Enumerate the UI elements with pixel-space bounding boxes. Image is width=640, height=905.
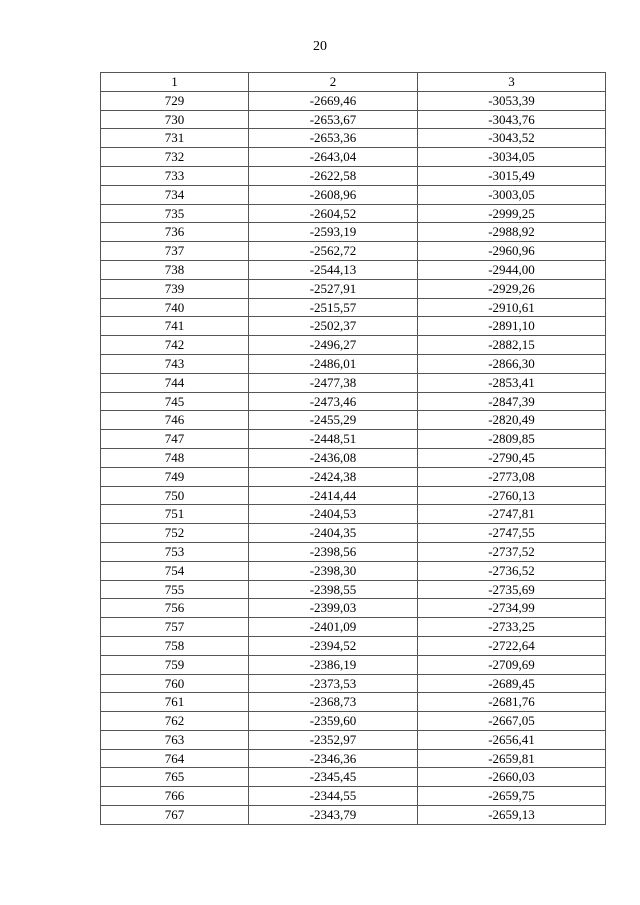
- table-cell: 744: [101, 373, 249, 392]
- table-row: [101, 806, 606, 825]
- table-cell: -2401,09: [249, 618, 418, 637]
- column-header: 2: [249, 73, 418, 92]
- table-row: [101, 242, 606, 261]
- table-cell: 731: [101, 129, 249, 148]
- table-row: [101, 599, 606, 618]
- page-number: 20: [313, 39, 327, 54]
- table-cell: 761: [101, 693, 249, 712]
- table-cell: 760: [101, 674, 249, 693]
- table-cell: 746: [101, 411, 249, 430]
- table-cell: -2659,13: [418, 806, 606, 825]
- table-cell: -2660,03: [418, 768, 606, 787]
- table-row: [101, 730, 606, 749]
- table-cell: -2809,85: [418, 430, 606, 449]
- table-cell: -2659,81: [418, 749, 606, 768]
- table-cell: 748: [101, 448, 249, 467]
- table-cell: -3034,05: [418, 148, 606, 167]
- table-cell: 764: [101, 749, 249, 768]
- table-row: [101, 148, 606, 167]
- table-row: [101, 618, 606, 637]
- table-row: [101, 260, 606, 279]
- table-row: [101, 223, 606, 242]
- column-header: 1: [101, 73, 249, 92]
- table-cell: -2653,67: [249, 110, 418, 129]
- table-cell: -2669,46: [249, 91, 418, 110]
- table-row: [101, 749, 606, 768]
- table-cell: -2820,49: [418, 411, 606, 430]
- table-cell: -2593,19: [249, 223, 418, 242]
- table-cell: -2929,26: [418, 279, 606, 298]
- table-cell: -2399,03: [249, 599, 418, 618]
- table-row: [101, 430, 606, 449]
- table-row: [101, 91, 606, 110]
- table-cell: 756: [101, 599, 249, 618]
- table-cell: 755: [101, 580, 249, 599]
- table-cell: 729: [101, 91, 249, 110]
- table-row: [101, 204, 606, 223]
- table-cell: -3043,52: [418, 129, 606, 148]
- table-row: [101, 166, 606, 185]
- table-row: [101, 448, 606, 467]
- table-cell: -2643,04: [249, 148, 418, 167]
- table-row: [101, 298, 606, 317]
- table-cell: -2736,52: [418, 561, 606, 580]
- table-row: [101, 411, 606, 430]
- table-cell: -2424,38: [249, 467, 418, 486]
- table-row: [101, 505, 606, 524]
- table-cell: -2999,25: [418, 204, 606, 223]
- table-row: [101, 542, 606, 561]
- table-cell: -2344,55: [249, 787, 418, 806]
- table-cell: -2735,69: [418, 580, 606, 599]
- table-cell: -3043,76: [418, 110, 606, 129]
- table-cell: -3053,39: [418, 91, 606, 110]
- table-cell: -2515,57: [249, 298, 418, 317]
- table-row: [101, 636, 606, 655]
- table-cell: 750: [101, 486, 249, 505]
- table-cell: -2659,75: [418, 787, 606, 806]
- table-cell: -2345,45: [249, 768, 418, 787]
- table-cell: -2653,36: [249, 129, 418, 148]
- table-cell: 732: [101, 148, 249, 167]
- table-cell: 766: [101, 787, 249, 806]
- table-cell: -2562,72: [249, 242, 418, 261]
- table-row: [101, 768, 606, 787]
- table-cell: -2398,55: [249, 580, 418, 599]
- table-cell: -2667,05: [418, 712, 606, 731]
- table-cell: -2544,13: [249, 260, 418, 279]
- table-cell: -2404,53: [249, 505, 418, 524]
- table-cell: 742: [101, 336, 249, 355]
- table-cell: 736: [101, 223, 249, 242]
- table-row: [101, 693, 606, 712]
- table-row: [101, 467, 606, 486]
- table-cell: 753: [101, 542, 249, 561]
- table-cell: 747: [101, 430, 249, 449]
- table-cell: -2496,27: [249, 336, 418, 355]
- table-row: [101, 279, 606, 298]
- table-cell: -2722,64: [418, 636, 606, 655]
- table-row: [101, 110, 606, 129]
- table-body: [101, 91, 606, 824]
- table-cell: -2343,79: [249, 806, 418, 825]
- table-cell: -2448,51: [249, 430, 418, 449]
- table-cell: 741: [101, 317, 249, 336]
- table-cell: 743: [101, 354, 249, 373]
- table-cell: -2847,39: [418, 392, 606, 411]
- table-cell: -2760,13: [418, 486, 606, 505]
- table-cell: -2368,73: [249, 693, 418, 712]
- table-row: [101, 524, 606, 543]
- table-cell: -2404,35: [249, 524, 418, 543]
- table-cell: 740: [101, 298, 249, 317]
- table-cell: -2436,08: [249, 448, 418, 467]
- table-row: [101, 185, 606, 204]
- table-cell: 759: [101, 655, 249, 674]
- table-cell: -2398,30: [249, 561, 418, 580]
- table-cell: 734: [101, 185, 249, 204]
- table-cell: -2486,01: [249, 354, 418, 373]
- table-cell: -2386,19: [249, 655, 418, 674]
- table-cell: -2988,92: [418, 223, 606, 242]
- table-cell: -2773,08: [418, 467, 606, 486]
- table-cell: -2747,55: [418, 524, 606, 543]
- table-row: [101, 392, 606, 411]
- table-cell: -2737,52: [418, 542, 606, 561]
- table-cell: -2944,00: [418, 260, 606, 279]
- table-cell: -2733,25: [418, 618, 606, 637]
- table-cell: -2398,56: [249, 542, 418, 561]
- table-cell: -2656,41: [418, 730, 606, 749]
- table-row: [101, 486, 606, 505]
- table-cell: -2604,52: [249, 204, 418, 223]
- table-cell: 735: [101, 204, 249, 223]
- table-cell: 733: [101, 166, 249, 185]
- table-cell: -3015,49: [418, 166, 606, 185]
- table-row: [101, 129, 606, 148]
- table-cell: -2689,45: [418, 674, 606, 693]
- table-cell: -2622,58: [249, 166, 418, 185]
- table-cell: 757: [101, 618, 249, 637]
- table-cell: -2477,38: [249, 373, 418, 392]
- table-cell: -2790,45: [418, 448, 606, 467]
- table-cell: -2455,29: [249, 411, 418, 430]
- table-cell: 730: [101, 110, 249, 129]
- table-cell: -2891,10: [418, 317, 606, 336]
- table-cell: -2352,97: [249, 730, 418, 749]
- table-cell: -3003,05: [418, 185, 606, 204]
- table-cell: -2346,36: [249, 749, 418, 768]
- table-row: [101, 336, 606, 355]
- table-cell: 763: [101, 730, 249, 749]
- table-cell: 752: [101, 524, 249, 543]
- table-cell: -2394,52: [249, 636, 418, 655]
- table-cell: 762: [101, 712, 249, 731]
- table-cell: -2359,60: [249, 712, 418, 731]
- table-cell: 751: [101, 505, 249, 524]
- table-cell: -2866,30: [418, 354, 606, 373]
- table-cell: -2502,37: [249, 317, 418, 336]
- table-row: [101, 712, 606, 731]
- table-cell: -2747,81: [418, 505, 606, 524]
- table-cell: 758: [101, 636, 249, 655]
- table-cell: -2734,99: [418, 599, 606, 618]
- table-row: [101, 674, 606, 693]
- table-cell: 767: [101, 806, 249, 825]
- table-cell: -2414,44: [249, 486, 418, 505]
- table-row: [101, 317, 606, 336]
- table-cell: -2709,69: [418, 655, 606, 674]
- table-row: [101, 787, 606, 806]
- table-cell: -2960,96: [418, 242, 606, 261]
- table-cell: -2681,76: [418, 693, 606, 712]
- table-cell: -2473,46: [249, 392, 418, 411]
- data-table: [100, 72, 606, 825]
- table-row: [101, 373, 606, 392]
- table-cell: -2373,53: [249, 674, 418, 693]
- table-row: [101, 655, 606, 674]
- table-cell: 737: [101, 242, 249, 261]
- column-header: 3: [418, 73, 606, 92]
- table-cell: -2608,96: [249, 185, 418, 204]
- table-cell: 754: [101, 561, 249, 580]
- table-row: [101, 354, 606, 373]
- table-cell: 739: [101, 279, 249, 298]
- table-header-row: [101, 73, 606, 92]
- table-cell: -2882,15: [418, 336, 606, 355]
- table-row: [101, 580, 606, 599]
- table-cell: -2527,91: [249, 279, 418, 298]
- table-cell: 749: [101, 467, 249, 486]
- table-row: [101, 561, 606, 580]
- table-cell: 738: [101, 260, 249, 279]
- table-cell: 765: [101, 768, 249, 787]
- table-cell: -2853,41: [418, 373, 606, 392]
- table-cell: -2910,61: [418, 298, 606, 317]
- table-cell: 745: [101, 392, 249, 411]
